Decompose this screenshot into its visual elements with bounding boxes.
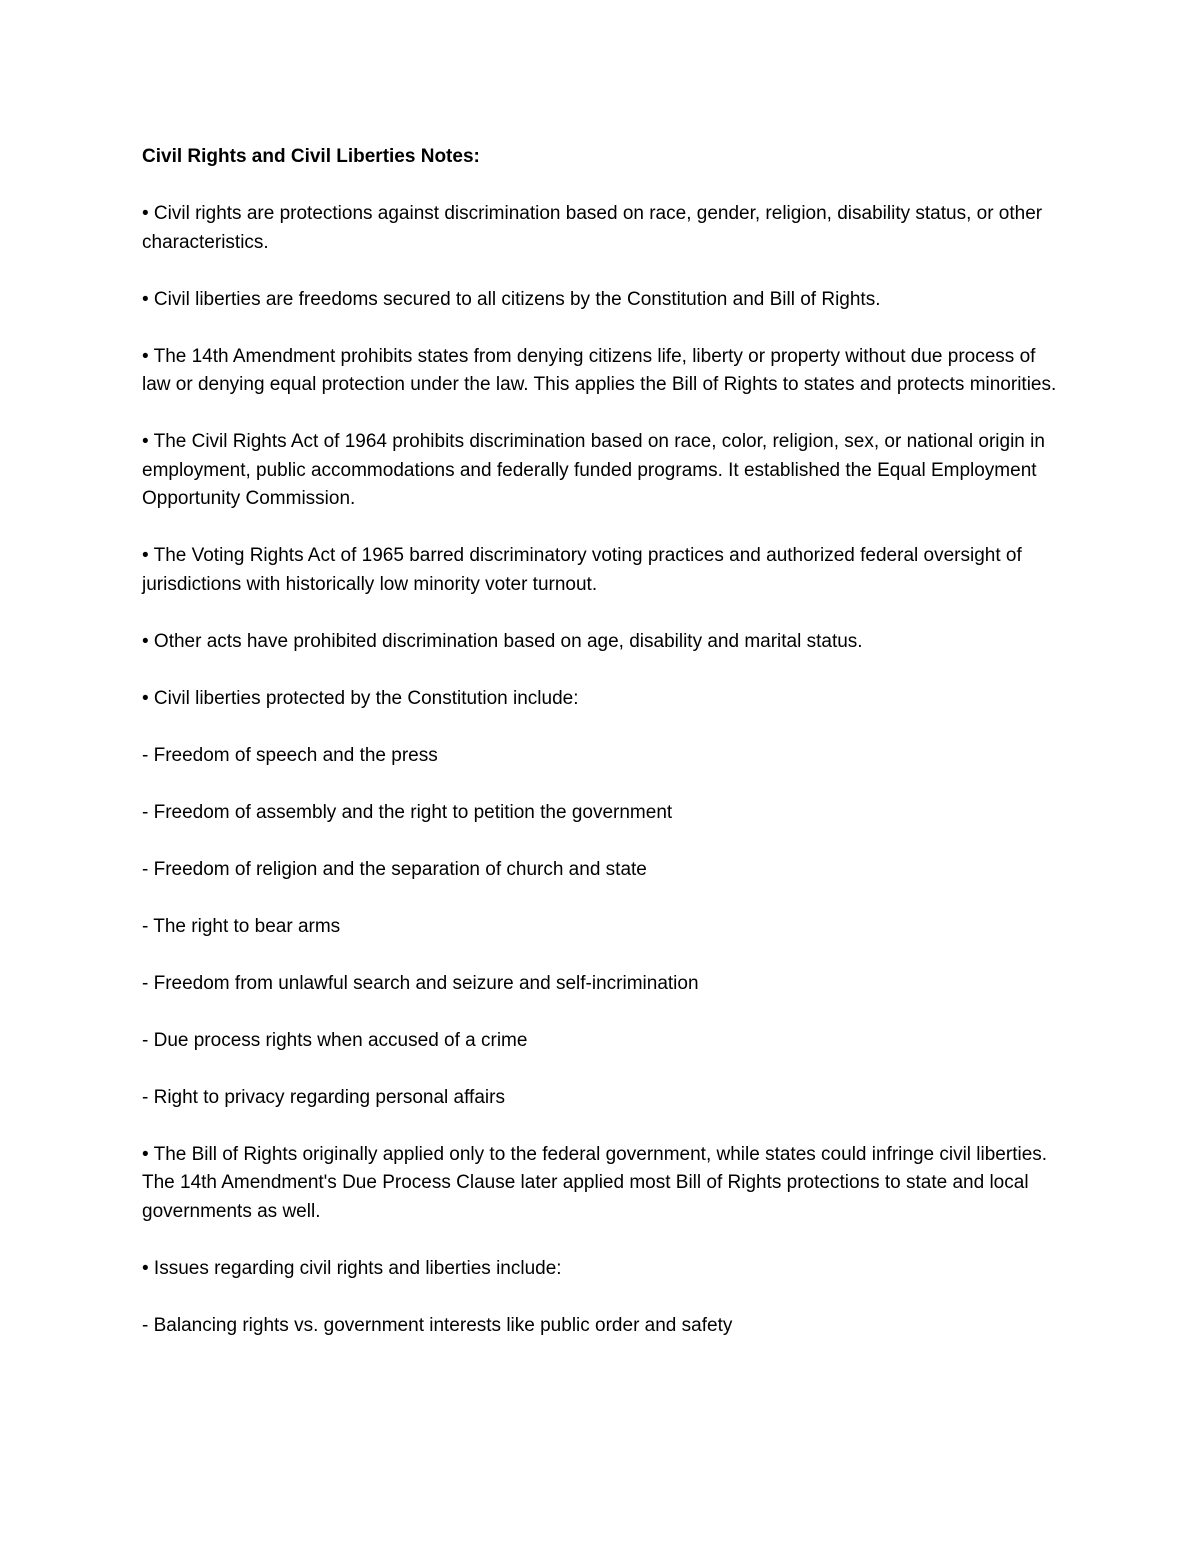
paragraph-civil-rights-act: • The Civil Rights Act of 1964 prohibits discrimination based on race, color, religion, sex, or national origin in employment, public accommodations and federally funded programs. It established the Equal Employment Opportunity Commission.: [142, 431, 1045, 509]
list-item-search-seizure: - Freedom from unlawful search and seizure and self-incrimination: [142, 972, 699, 994]
paragraph-issues-intro: • Issues regarding civil rights and liberties include:: [142, 1257, 562, 1279]
paragraph-bill-of-rights-incorporation: • The Bill of Rights originally applied only to the federal government, while states could infringe civil liberties. The 14th Amendment's Due Process Clause later applied most Bill of Rights protections to state and local governments as well.: [142, 1143, 1048, 1222]
paragraph-14th-amendment: • The 14th Amendment prohibits states from denying citizens life, liberty or property without due process of law or denying equal protection under the law. This applies the Bill of Rights to states and protects minorities.: [142, 345, 1057, 395]
paragraph-other-acts: • Other acts have prohibited discrimination based on age, disability and marital status.: [142, 630, 863, 652]
list-item-bear-arms: - The right to bear arms: [142, 915, 341, 937]
document-title: Civil Rights and Civil Liberties Notes:: [142, 146, 480, 167]
list-item-due-process: - Due process rights when accused of a crime: [142, 1029, 528, 1051]
paragraph-liberties-list-intro: • Civil liberties protected by the Constitution include:: [142, 687, 579, 709]
paragraph-voting-rights-act: • The Voting Rights Act of 1965 barred discriminatory voting practices and authorized federal oversight of jurisdictions with historically low minority voter turnout.: [142, 545, 1022, 595]
paragraph-civil-rights-definition: • Civil rights are protections against discrimination based on race, gender, religion, disability status, or other characteristics.: [142, 203, 1043, 253]
document-body: [142, 143, 1067, 1369]
list-item-balancing-rights: - Balancing rights vs. government interests like public order and safety: [142, 1314, 733, 1336]
list-item-speech-press: - Freedom of speech and the press: [142, 744, 438, 766]
list-item-religion: - Freedom of religion and the separation of church and state: [142, 858, 647, 880]
list-item-assembly-petition: - Freedom of assembly and the right to petition the government: [142, 801, 673, 823]
paragraph-civil-liberties-definition: • Civil liberties are freedoms secured to all citizens by the Constitution and Bill of Rights.: [142, 288, 881, 310]
list-item-privacy: - Right to privacy regarding personal affairs: [142, 1086, 505, 1108]
